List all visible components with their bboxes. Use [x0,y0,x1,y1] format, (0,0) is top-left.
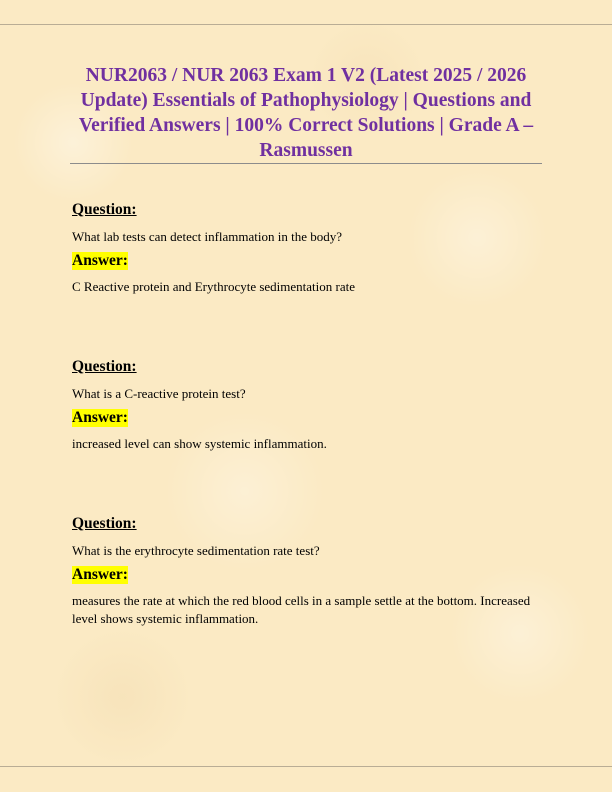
answer-label: Answer: [72,252,128,269]
answer-text: increased level can show systemic inflammation. [72,436,327,451]
question-text: What lab tests can detect inflammation in the body? [72,229,343,244]
answer-text: C Reactive protein and Erythrocyte sedimentation rate [72,279,356,294]
bottom-page-rule [0,766,612,767]
question-label: Question: [72,358,137,375]
question-label: Question: [72,201,137,218]
answer-text: measures the rate at which the red blood cells in a sample settle at the bottom. Increased level shows systemic inflammation. [72,593,531,626]
question-text: What is the erythrocyte sedimentation rate test? [72,543,320,558]
answer-label: Answer: [72,566,128,583]
answer-label: Answer: [72,409,128,426]
document-title: NUR2063 / NUR 2063 Exam 1 V2 (Latest 2025 / 2026 Update) Essentials of Pathophysiology | Questions and Verified Answers | 100% Correct Solutions | Grade A – Rasmussen [78,65,534,161]
qa-block-1 [72,201,542,296]
qa-block-3 [72,515,542,628]
top-page-rule [0,24,612,25]
question-text: What is a C-reactive protein test? [72,386,246,401]
title-divider [70,163,542,164]
qa-block-2 [72,358,542,453]
question-label: Question: [72,515,137,532]
